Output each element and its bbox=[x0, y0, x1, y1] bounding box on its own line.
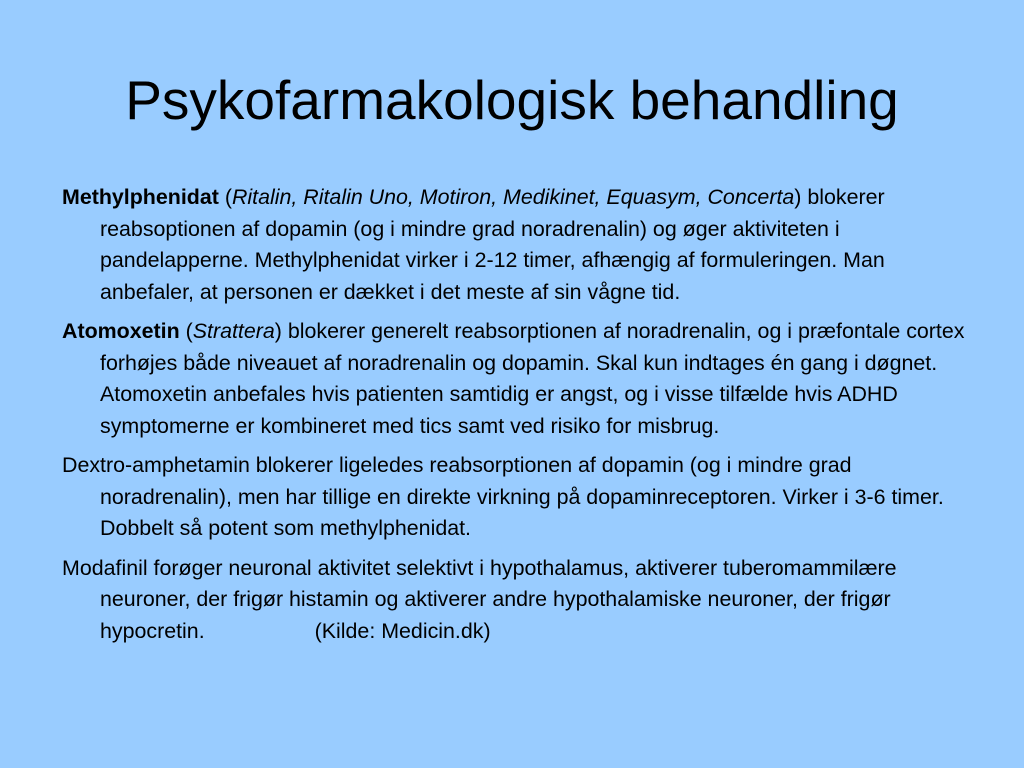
open-paren: ( bbox=[179, 319, 193, 343]
paragraph-dextro-amphetamin bbox=[62, 450, 972, 545]
brand-names-atomoxetin: Strattera bbox=[192, 319, 275, 343]
slide-title: Psykofarmakologisk behandling bbox=[125, 69, 899, 131]
paragraph-text-methylphenidat: ) blokerer reabsoptionen af dopamin (og i mindre grad noradrenalin) og øger aktiviteten i pandelapperne. Methylphenidat virker i 2-12 timer, afhængig af formuleringen. Man anbefaler, at personen er dækket i det meste af sin vågne tid. bbox=[100, 185, 885, 304]
source-citation: (Kilde: Medicin.dk) bbox=[314, 618, 491, 643]
paragraph-atomoxetin bbox=[62, 316, 972, 442]
open-paren: ( bbox=[218, 185, 232, 209]
paragraph-text-modafinil: Modafinil forøger neuronal aktivitet selektivt i hypothalamus, aktiverer tuberomammilære neuroner, der frigør histamin og aktiverer andre hypothalamiske neuroner, der frigør hypocretin. bbox=[62, 555, 897, 643]
brand-names-methylphenidat: Ritalin, Ritalin Uno, Motiron, Medikinet, Equasym, Concerta bbox=[231, 185, 795, 209]
slide-body bbox=[62, 182, 972, 647]
drug-name-atomoxetin: Atomoxetin bbox=[62, 319, 180, 343]
drug-name-methylphenidat: Methylphenidat bbox=[62, 185, 219, 209]
paragraph-text-atomoxetin: ) blokerer generelt reabsorptionen af noradrenalin, og i præfontale cortex forhøjes både niveauet af noradrenalin og dopamin. Skal kun indtages én gang i døgnet. Atomoxetin anbefales hvis patienten samtidig er angst, og i visse tilfælde hvis ADHD symptomerne er kombineret med tics samt ved risiko for misbrug. bbox=[100, 319, 965, 438]
paragraph-methylphenidat bbox=[62, 182, 972, 308]
paragraph-text-dextro-amphetamin: Dextro-amphetamin blokerer ligeledes reabsorptionen af dopamin (og i mindre grad noradrenalin), men har tillige en direkte virkning på dopaminreceptoren. Virker i 3-6 timer. Dobbelt så potent som methylphenidat. bbox=[62, 453, 944, 540]
paragraph-modafinil bbox=[62, 553, 972, 648]
